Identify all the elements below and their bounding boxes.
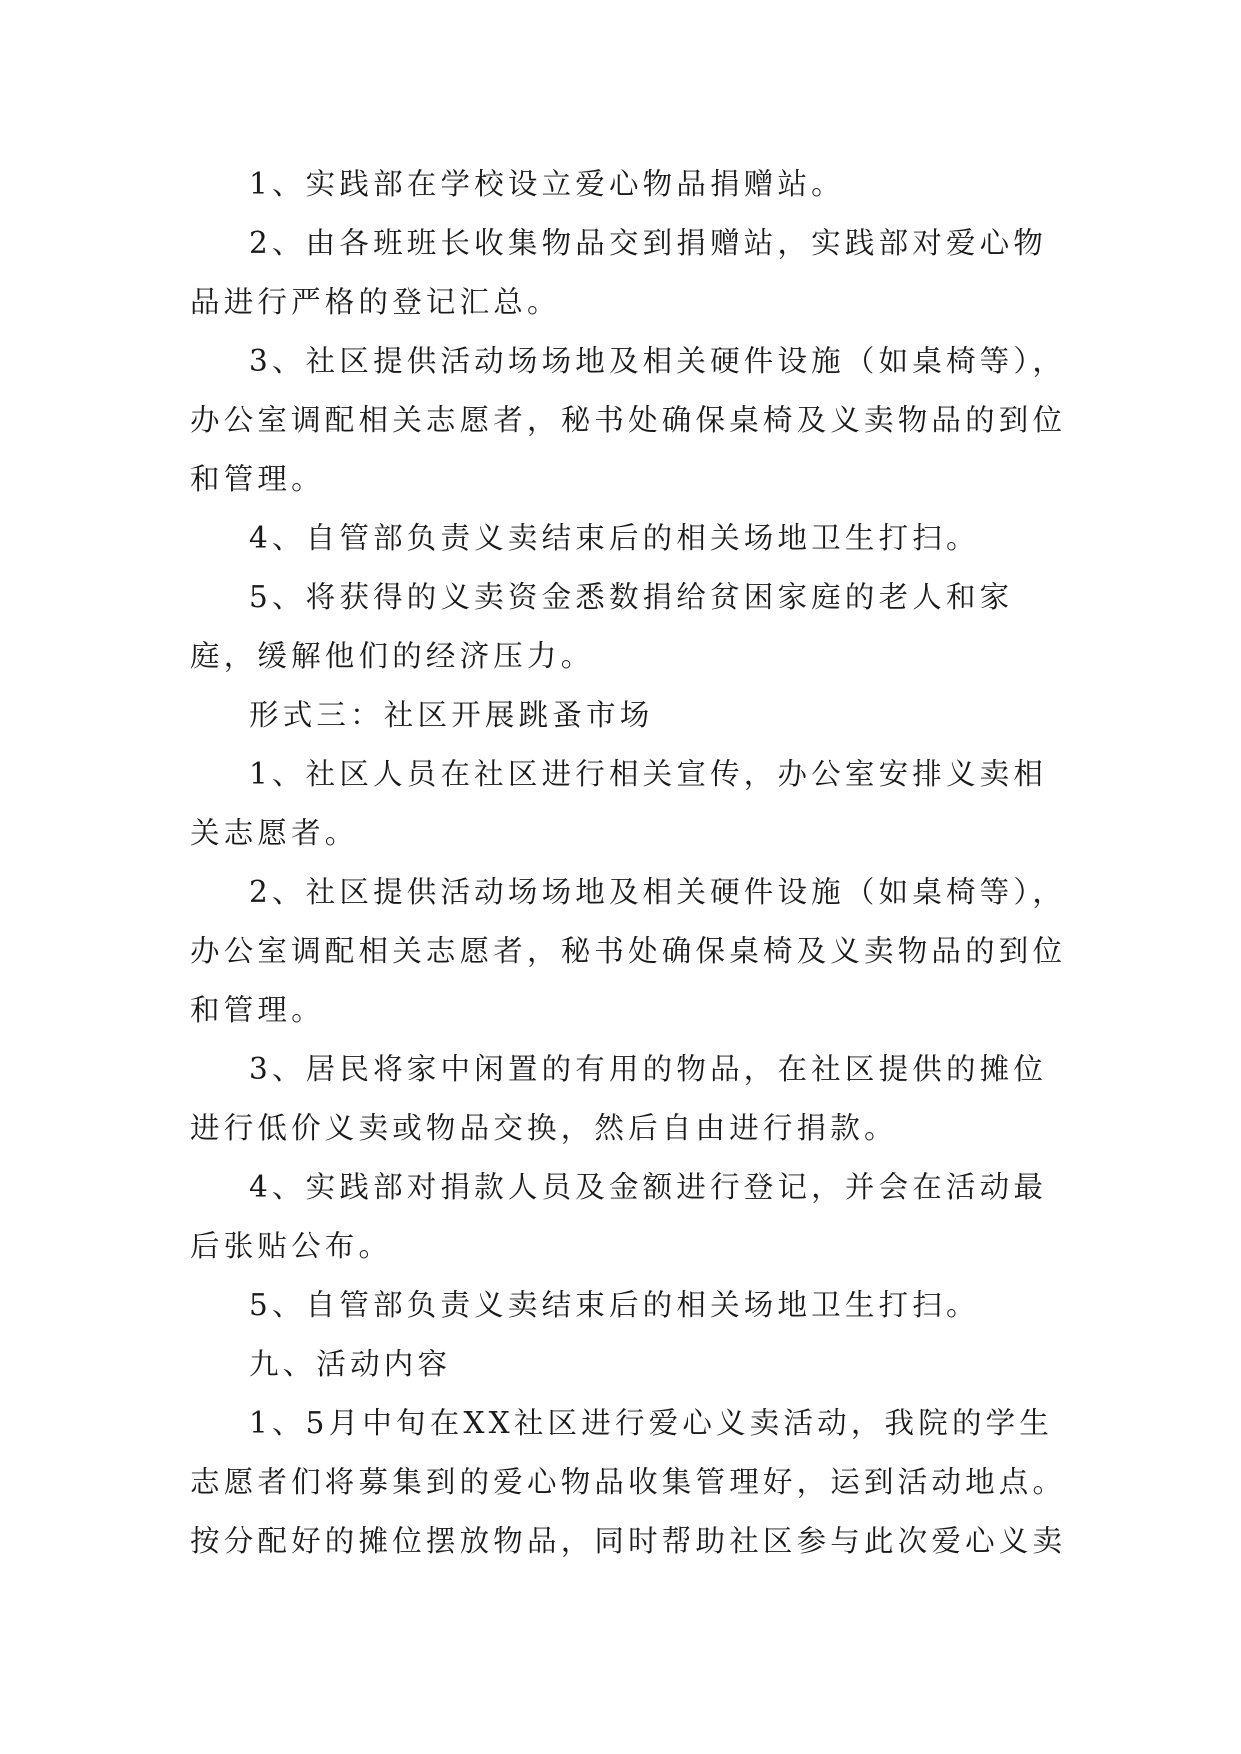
paragraph: 4、实践部对捐款人员及金额进行登记，并会在活动最后张贴公布。 (190, 1170, 1048, 1263)
paragraph: 3、居民将家中闲置的有用的物品，在社区提供的摊位进行低价义卖或物品交换，然后自由进行捐款。 (190, 1052, 1048, 1145)
paragraph: 1、5月中旬在XX社区进行爱心义卖活动，我院的学生志愿者们将募集到的爱心物品收集管理好，运到活动地点。按分配好的摊位摆放物品，同时帮助社区参与此次爱心义卖 (190, 1406, 1067, 1558)
section-heading: 九、活动内容 (249, 1347, 452, 1381)
paragraph: 5、自管部负责义卖结束后的相关场地卫生打扫。 (249, 1288, 980, 1322)
paragraph: 2、社区提供活动场场地及相关硬件设施（如桌椅等），办公室调配相关志愿者，秘书处确保桌椅及义卖物品的到位和管理。 (190, 875, 1067, 1027)
paragraph: 4、自管部负责义卖结束后的相关场地卫生打扫。 (249, 521, 980, 555)
document-body (190, 155, 1080, 1571)
paragraph: 2、由各班班长收集物品交到捐赠站，实践部对爱心物品进行严格的登记汇总。 (190, 226, 1048, 319)
paragraph: 3、社区提供活动场场地及相关硬件设施（如桌椅等），办公室调配相关志愿者，秘书处确保桌椅及义卖物品的到位和管理。 (190, 344, 1067, 496)
paragraph: 5、将获得的义卖资金悉数捐给贫困家庭的老人和家庭，缓解他们的经济压力。 (190, 580, 1014, 673)
paragraph: 1、实践部在学校设立爱心物品捐赠站。 (249, 167, 845, 201)
paragraph: 1、社区人员在社区进行相关宣传，办公室安排义卖相关志愿者。 (190, 757, 1048, 850)
section-heading: 形式三：社区开展跳蚤市场 (249, 698, 654, 732)
